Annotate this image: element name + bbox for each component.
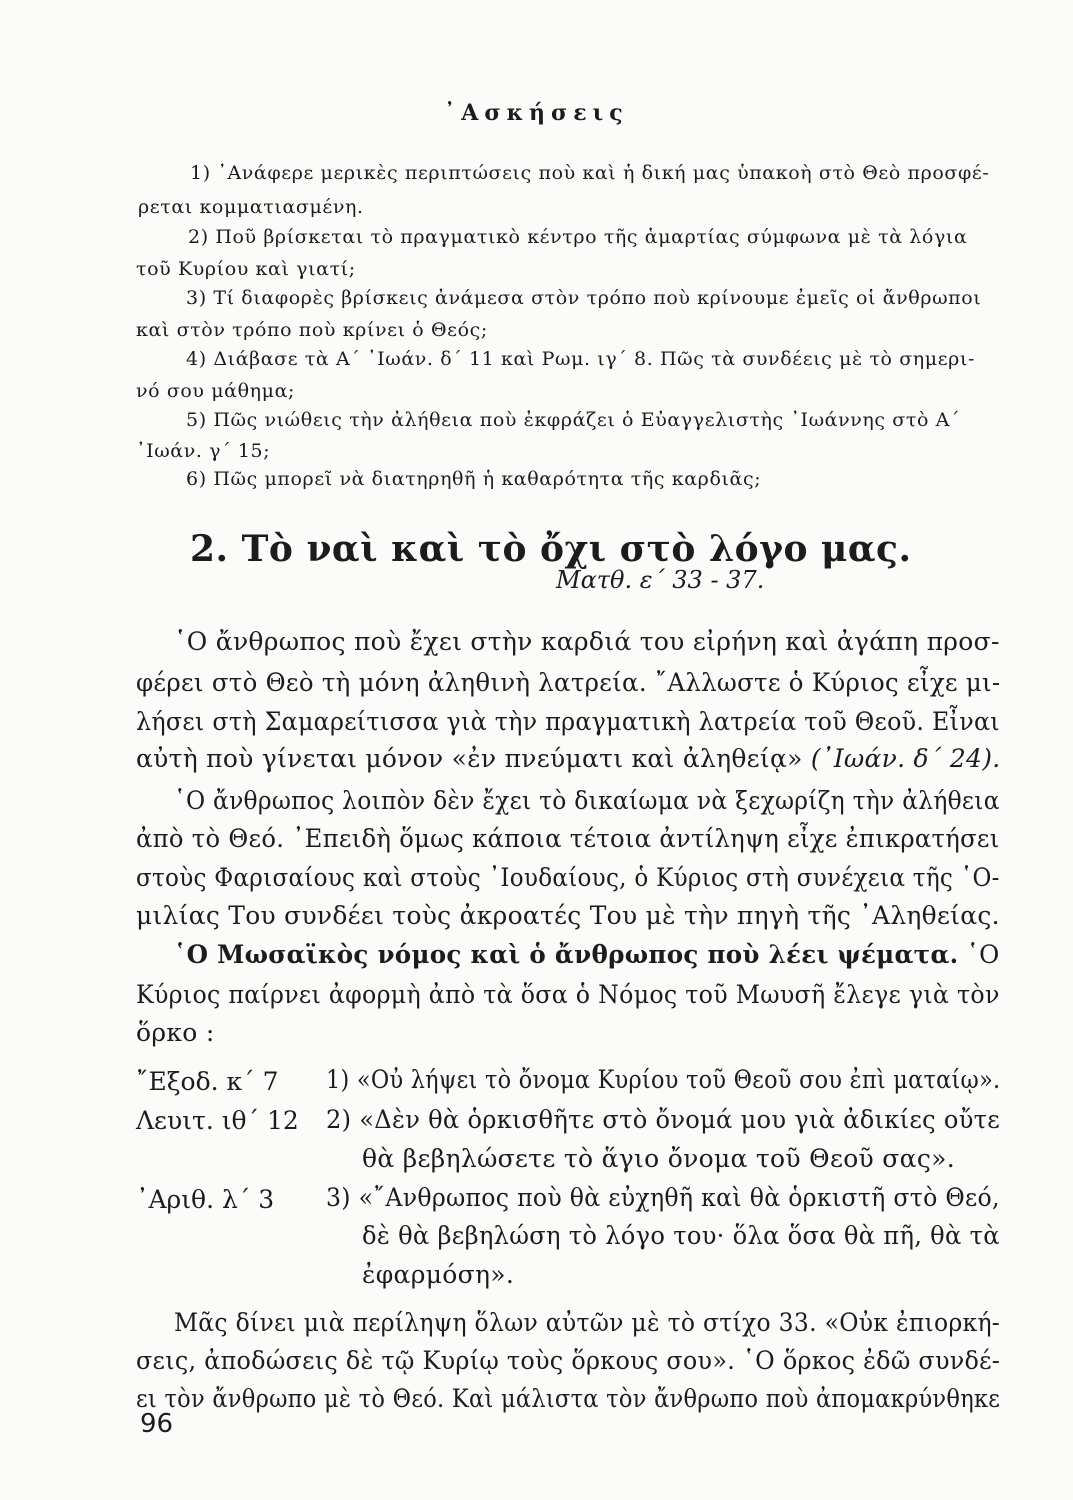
exercise-line: 4) Διάβασε τὰ Α΄ ᾿Ιωάν. δ΄ 11 καὶ Ρωμ. ιγ΄ 8. Πῶς τὰ συνδέεις μὲ τὸ σημερι- xyxy=(186,348,976,370)
citation-source: ᾿Αριθ. λ΄ 3 xyxy=(136,1185,275,1214)
citation-text: δὲ θὰ βεβηλώση τὸ λόγο του· ὅλα ὅσα θὰ πῆ, θὰ τὰ xyxy=(362,1221,1000,1250)
body-line: Κύριος παίρνει ἀφορμὴ ἀπὸ τὰ ὅσα ὁ Νόμος τοῦ Μωυσῆ ἔλεγε γιὰ τὸν xyxy=(136,980,1000,1009)
citation-text: 2) «Δὲν θὰ ὁρκισθῆτε στὸ ὄνομά μου γιὰ ἀδικίες οὔτε xyxy=(326,1105,1001,1134)
bold-subheading: ῾Ο Μωσαϊκὸς νόμος καὶ ὁ ἄνθρωπος ποὺ λέει ψέματα. xyxy=(174,940,959,969)
exercises-heading: ᾿Ασκήσεις xyxy=(444,100,629,126)
body-line: Μᾶς δίνει μιὰ περίληψη ὅλων αὐτῶν μὲ τὸ στίχο 33. «Οὐκ ἐπιορκή- xyxy=(174,1308,1001,1337)
body-line xyxy=(174,939,1000,971)
body-line: φέρει στὸ Θεὸ τὴ μόνη ἀληθινὴ λατρεία. ῎Αλλωστε ὁ Κύριος εἶχε μι- xyxy=(136,668,1001,697)
body-line: ὅρκο : xyxy=(136,1018,215,1047)
exercise-line: ᾿Ιωάν. γ΄ 15; xyxy=(136,440,271,462)
exercise-line: 1) ᾿Ανάφερε μερικὲς περιπτώσεις ποὺ καὶ ἡ δική μας ὑπακοὴ στὸ Θεὸ προσφέ- xyxy=(190,162,990,184)
exercise-line: 3) Τί διαφορὲς βρίσκεις ἀνάμεσα στὸν τρόπο ποὺ κρίνουμε ἐμεῖς οἱ ἄνθρωποι xyxy=(186,287,982,309)
body-line: μιλίας Του συνδέει τοὺς ἀκροατές Του μὲ τὴν πηγὴ τῆς ᾿Αληθείας. xyxy=(136,901,1000,930)
section-title: 2. Τὸ ναὶ καὶ τὸ ὄχι στὸ λόγο μας. xyxy=(190,528,912,570)
citation-text: 1) «Οὐ λήψει τὸ ὄνομα Κυρίου τοῦ Θεοῦ σου ἐπὶ ματαίῳ». xyxy=(326,1065,1001,1094)
body-line: στοὺς Φαρισαίους καὶ στοὺς ᾿Ιουδαίους, ὁ Κύριος στὴ συνέχεια τῆς ῾Ο- xyxy=(136,863,1000,892)
body-line: ει τὸν ἄνθρωπο μὲ τὸ Θεό. Καὶ μάλιστα τὸν ἄνθρωπο ποὺ ἀπομακρύνθηκε xyxy=(136,1384,1001,1413)
body-text: αὐτὴ ποὺ γίνεται μόνον «ἐν πνεύματι καὶ ἀληθείᾳ» xyxy=(136,744,803,773)
citation-source: Λευιτ. ιθ΄ 12 xyxy=(136,1106,299,1135)
section-reference: Ματθ. ε΄ 33 - 37. xyxy=(556,566,765,594)
scripture-reference: (᾿Ιωάν. δ΄ 24). xyxy=(810,744,1001,773)
body-line: ἀπὸ τὸ Θεό. ᾿Επειδὴ ὅμως κάποια τέτοια ἀντίληψη εἶχε ἐπικρατήσει xyxy=(136,824,1000,853)
body-text: ῾Ο xyxy=(966,940,1000,969)
body-line: ῾Ο ἄνθρωπος ποὺ ἔχει στὴν καρδιά του εἰρήνη καὶ ἀγάπη προσ- xyxy=(174,627,1000,656)
citation-source: ῎Εξοδ. κ΄ 7 xyxy=(136,1067,279,1096)
exercise-line: νό σου μάθημα; xyxy=(136,380,296,402)
citation-text: 3) «῎Ανθρωπος ποὺ θὰ εὐχηθῆ καὶ θὰ ὁρκιστῆ στὸ Θεό, xyxy=(326,1183,1000,1212)
body-line: σεις, ἀποδώσεις δὲ τῷ Κυρίῳ τοὺς ὅρκους σου». ῾Ο ὅρκος ἐδῶ συνδέ- xyxy=(136,1346,1001,1375)
page-number: 96 xyxy=(140,1409,174,1439)
citation-text: ἐφαρμόση». xyxy=(362,1260,515,1289)
exercise-line: τοῦ Κυρίου καὶ γιατί; xyxy=(136,258,356,280)
body-line: λήσει στὴ Σαμαρείτισσα γιὰ τὴν πραγματικὴ λατρεία τοῦ Θεοῦ. Εἶναι xyxy=(136,707,1000,736)
exercise-line: καὶ στὸν τρόπο ποὺ κρίνει ὁ Θεός; xyxy=(136,319,488,341)
exercise-line: 2) Ποῦ βρίσκεται τὸ πραγματικὸ κέντρο τῆς ἁμαρτίας σύμφωνα μὲ τὰ λόγια xyxy=(188,226,968,248)
exercise-line: 6) Πῶς μπορεῖ νὰ διατηρηθῆ ἡ καθαρότητα τῆς καρδιᾶς; xyxy=(186,468,762,490)
citation-text: θὰ βεβηλώσετε τὸ ἅγιο ὄνομα τοῦ Θεοῦ σας». xyxy=(362,1144,955,1173)
body-line xyxy=(136,743,1000,775)
exercise-line: 5) Πῶς νιώθεις τὴν ἀλήθεια ποὺ ἐκφράζει ὁ Εὐαγγελιστὴς ᾿Ιωάννης στὸ Α΄ xyxy=(186,409,961,431)
exercise-line: ρεται κομματιασμένη. xyxy=(138,196,364,218)
body-line: ῾Ο ἄνθρωπος λοιπὸν δὲν ἔχει τὸ δικαίωμα νὰ ξεχωρίζη τὴν ἀλήθεια xyxy=(174,786,1000,815)
